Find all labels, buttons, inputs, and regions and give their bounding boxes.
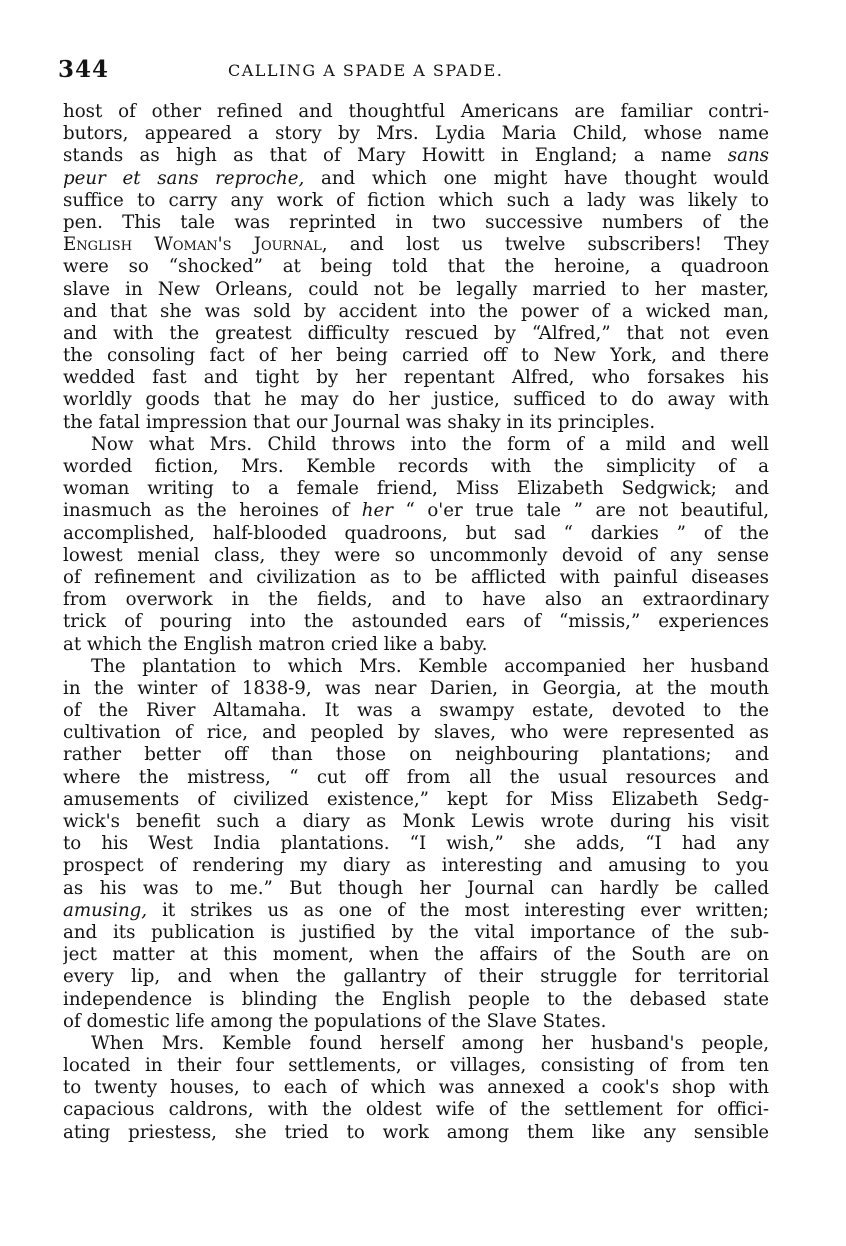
line-text: slave in New Orleans, could not be legally married to her master, xyxy=(63,278,769,300)
line-text: of refinement and civilization as to be afflicted with painful diseases xyxy=(63,566,769,588)
line-text: to twenty houses, to each of which was annexed a cook's shop with xyxy=(63,1077,769,1099)
text-line xyxy=(63,145,769,167)
text-line xyxy=(63,611,769,633)
text-line xyxy=(63,767,769,789)
text-line xyxy=(63,168,769,190)
text-line xyxy=(63,279,769,301)
text-line xyxy=(63,1099,769,1121)
text-line xyxy=(63,744,769,766)
text-line xyxy=(63,123,769,145)
text-line xyxy=(63,456,769,478)
line-text: wick's benefit such a diary as Monk Lewis wrote during his visit xyxy=(63,811,769,832)
line-text: woman writing to a female friend, Miss Elizabeth Sedgwick; and xyxy=(63,478,769,500)
text-line xyxy=(63,412,769,434)
text-line xyxy=(63,389,769,411)
text-line xyxy=(63,922,769,944)
text-line xyxy=(63,301,769,323)
line-text: independence is blinding the English people to the debased state xyxy=(63,988,769,1010)
text-line xyxy=(63,1077,769,1099)
line-text: were so “shocked” at being told that the heroine, a quadroon xyxy=(63,256,769,278)
page-header xyxy=(58,56,778,86)
text-line xyxy=(63,367,769,389)
line-text: butors, appeared a story by Mrs. Lydia Maria Child, whose name xyxy=(63,123,769,145)
line-text: it strikes us as one of the most interesting ever written; xyxy=(147,899,769,921)
line-text: trick of pouring into the astounded ears of “missis,” experiences xyxy=(63,611,769,633)
line-text: and with the greatest difficulty rescued by “Alfred,” that not even xyxy=(63,322,769,344)
text-line xyxy=(63,1122,769,1144)
small-caps-text: English Woman's Journal, xyxy=(63,234,328,256)
line-text: Now what Mrs. Child throws into the form of a mild and well xyxy=(91,433,769,455)
line-text: rather better off than those on neighbouring plantations; and xyxy=(63,744,769,766)
line-text: “ o'er true tale ” are not beautiful, xyxy=(392,500,769,522)
line-text: pen. This tale was reprinted in two successive numbers of the xyxy=(63,211,769,233)
line-text: located in their four settlements, or villages, consisting of from ten xyxy=(63,1055,769,1077)
line-text: every lip, and when the gallantry of their struggle for territorial xyxy=(63,966,769,988)
line-text: amusements of civilized existence,” kept for Miss Elizabeth Sedg- xyxy=(63,788,769,810)
text-line xyxy=(63,700,769,722)
line-text: the fatal impression that our Journal was shaky in its principles. xyxy=(63,411,656,433)
text-line xyxy=(63,323,769,345)
text-line xyxy=(63,811,769,833)
text-line xyxy=(63,101,769,123)
running-title: CALLING A SPADE A SPADE. xyxy=(228,61,504,80)
text-line xyxy=(63,855,769,877)
line-text: of the River Altamaha. It was a swampy estate, devoted to the xyxy=(63,700,769,722)
line-text: at which the English matron cried like a baby. xyxy=(63,633,488,655)
line-text: host of other refined and thoughtful Americans are familiar contri- xyxy=(63,101,769,122)
italic-text: her xyxy=(361,500,393,522)
line-text: cultivation of rice, and peopled by slaves, who were represented as xyxy=(63,722,769,744)
italic-text: amusing, xyxy=(63,899,148,921)
text-line xyxy=(63,656,769,678)
text-line xyxy=(63,567,769,589)
italic-text: sans xyxy=(727,145,769,167)
line-text: capacious caldrons, with the oldest wife of the settlement for offici- xyxy=(63,1099,769,1121)
text-line xyxy=(63,634,769,656)
line-text: of domestic life among the populations of the Slave States. xyxy=(63,1010,607,1032)
line-text: wedded fast and tight by her repentant Alfred, who forsakes his xyxy=(63,367,769,389)
line-text: worded fiction, Mrs. Kemble records with the simplicity of a xyxy=(63,456,769,477)
line-text: from overwork in the fields, and to have also an extraordinary xyxy=(63,589,769,611)
article-body xyxy=(63,101,769,1144)
line-text: The plantation to which Mrs. Kemble accompanied her husband xyxy=(91,655,769,677)
line-text: prospect of rendering my diary as interesting and amusing to you xyxy=(63,855,769,877)
text-line xyxy=(63,1033,769,1055)
line-text: where the mistress, “ cut off from all the usual resources and xyxy=(63,766,769,788)
text-line xyxy=(63,500,769,522)
line-text: ject matter at this moment, when the affairs of the South are on xyxy=(63,944,769,966)
text-line xyxy=(63,900,769,922)
text-line xyxy=(63,989,769,1011)
text-line xyxy=(63,1055,769,1077)
line-text: lowest menial class, they were so uncommonly devoid of any sense xyxy=(63,544,769,566)
text-line xyxy=(63,722,769,744)
text-line xyxy=(63,190,769,212)
text-line xyxy=(63,1011,769,1033)
line-text: to his West India plantations. “I wish,” she adds, “I had any xyxy=(63,833,769,855)
text-line xyxy=(63,234,769,256)
line-text: stands as high as that of Mary Howitt in England; a name xyxy=(63,145,728,167)
line-text: and lost us twelve subscribers! They xyxy=(327,234,769,256)
text-line xyxy=(63,966,769,988)
line-text: as his was to me.” But though her Journal can hardly be called xyxy=(63,877,769,899)
line-text: suffice to carry any work of fiction which such a lady was likely to xyxy=(63,189,769,211)
page-number: 344 xyxy=(58,56,110,83)
line-text: and which one might have thought would xyxy=(304,167,769,189)
text-line xyxy=(63,212,769,234)
text-line xyxy=(63,878,769,900)
text-line xyxy=(63,545,769,567)
line-text: worldly goods that he may do her justice, sufficed to do away with xyxy=(63,389,769,411)
italic-text: peur et sans reproche, xyxy=(63,167,305,189)
line-text: and that she was sold by accident into the power of a wicked man, xyxy=(63,300,769,322)
text-line xyxy=(63,523,769,545)
text-line xyxy=(63,256,769,278)
text-line xyxy=(63,944,769,966)
line-text: ating priestess, she tried to work among them like any sensible xyxy=(63,1121,769,1143)
line-text: the consoling fact of her being carried off to New York, and there xyxy=(63,345,769,367)
text-line xyxy=(63,789,769,811)
line-text: inasmuch as the heroines of xyxy=(63,500,362,522)
line-text: in the winter of 1838-9, was near Darien, in Georgia, at the mouth xyxy=(63,677,769,699)
line-text: accomplished, half-blooded quadroons, but sad “ darkies ” of the xyxy=(63,522,769,544)
line-text: When Mrs. Kemble found herself among her husband's people, xyxy=(91,1032,769,1054)
text-line xyxy=(63,434,769,456)
text-line xyxy=(63,478,769,500)
text-line xyxy=(63,678,769,700)
line-text: and its publication is justified by the vital importance of the sub- xyxy=(63,921,769,943)
text-line xyxy=(63,345,769,367)
text-line xyxy=(63,833,769,855)
text-line xyxy=(63,589,769,611)
